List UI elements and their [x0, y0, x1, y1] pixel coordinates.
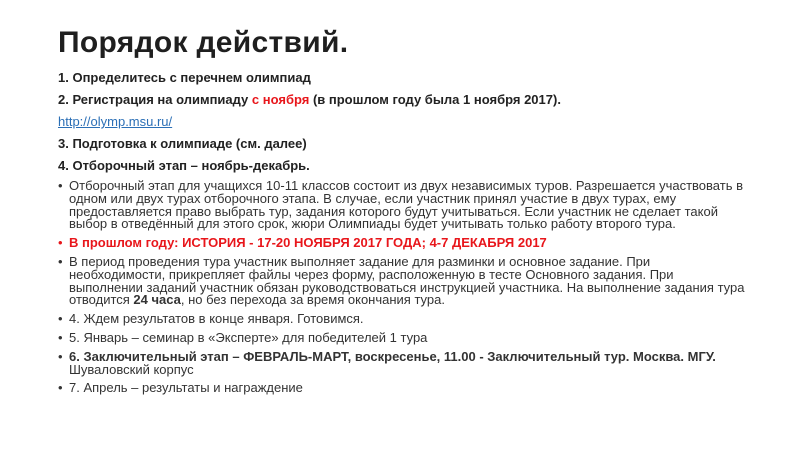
bullet-text: 5. Январь – семинар в «Эксперте» для победителей 1 тура	[69, 329, 428, 345]
bullet-icon: •	[58, 348, 63, 364]
bullet-text: В прошлом году: ИСТОРИЯ - 17-20 НОЯБРЯ 2017 ГОДА; 4-7 ДЕКАБРЯ 2017	[69, 235, 547, 251]
item-3: 3. Подготовка к олимпиаде (см. далее)	[58, 136, 307, 151]
bullet-final-stage	[58, 348, 748, 377]
bullet-last-year	[58, 237, 748, 250]
bullet-text-end: , но без перехода за время окончания тура.	[180, 292, 445, 308]
bullet-seminar	[58, 329, 748, 345]
bullet-text-bold: 6. Заключительный этап – ФЕВРАЛЬ-МАРТ, воскресенье, 11.00 - Заключительный тур. Москва. МГУ.	[69, 348, 716, 364]
bullet-text: 4. Ждем результатов в конце января. Готовимся.	[69, 311, 364, 327]
bullet-highlight: 24 часа	[133, 292, 181, 308]
bullet-text: 7. Апрель – результаты и награждение	[69, 380, 303, 396]
link-line	[58, 114, 748, 129]
bullet-text-end: Шуваловский корпус	[69, 361, 194, 377]
bullet-icon: •	[58, 311, 63, 327]
item-1: 1. Определитесь с перечнем олимпиад	[58, 70, 311, 85]
olymp-link[interactable]: http://olymp.msu.ru/	[58, 114, 173, 129]
bullet-icon: •	[58, 329, 63, 345]
bullet-text: В период проведения тура участник выполняет задание для разминки и основное задание. При необходимости, прикрепляет файлы через форму, расположенную в тесте Основного задания. При выполнении заданий участник обязан руководствоваться инструкцией участника. На выполнение задания тура отводится	[69, 253, 745, 308]
bullet-qualifying-info	[58, 180, 748, 231]
bullet-awards	[58, 382, 748, 395]
slide-title: Порядок действий.	[58, 26, 349, 59]
bullet-tour-process	[58, 253, 748, 308]
bullet-results	[58, 313, 748, 326]
item-2-text: 2. Регистрация на олимпиаду	[58, 92, 252, 107]
bullet-icon: •	[58, 178, 63, 193]
bullet-icon: •	[58, 380, 63, 396]
bullet-icon: •	[58, 253, 63, 269]
item-4: 4. Отборочный этап – ноябрь-декабрь.	[58, 158, 310, 173]
bullet-text: Отборочный этап для учащихся 10-11 классов состоит из двух независимых туров. Разрешается участвовать в одном или двух турах отборочного этапа. В случае, если участник принял участие в двух турах, ему предоставляется право выбрать тур, задания которого будут учитываться. Если участник не сделает такой выбор в отведённый для этого срок, жюри Олимпиады будет учитывать только работу второго тура.	[69, 178, 743, 232]
bullet-icon: •	[58, 235, 63, 251]
slide-body	[58, 70, 748, 401]
item-2-highlight: с ноября	[251, 92, 310, 107]
item-2-note: (в прошлом году была 1 ноября 2017).	[309, 92, 561, 107]
item-2	[58, 92, 748, 107]
